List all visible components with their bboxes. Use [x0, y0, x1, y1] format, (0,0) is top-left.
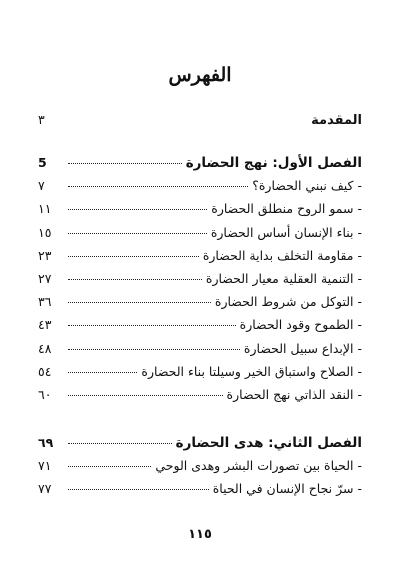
toc-entry: [38, 178, 362, 201]
toc-entry-intro: [38, 112, 362, 135]
toc-entry: [38, 317, 362, 340]
toc-entry: [38, 387, 362, 410]
toc-chapter1: [38, 155, 362, 410]
toc-entry: [38, 364, 362, 387]
toc-chapter2: [38, 435, 362, 505]
entry-label: - كيف نبني الحضارة؟: [252, 178, 362, 194]
entry-label: - الحياة بين تصورات البشر وهدى الوحي: [155, 458, 362, 474]
entry-page: ١٥: [38, 224, 52, 240]
entry-label: - النقد الذاتي نهج الحضارة: [226, 386, 362, 402]
page-title: الفهرس: [168, 64, 232, 86]
entry-label: - سرّ نجاح الإنسان في الحياة: [212, 481, 362, 497]
entry-label: - التوكل من شروط الحضارة: [214, 294, 362, 310]
entry-page: ٥٤: [38, 363, 52, 379]
entry-page: ٧١: [38, 458, 52, 474]
entry-page: ٧٧: [38, 481, 52, 497]
entry-label: المقدمة: [311, 113, 362, 128]
entry-leader: [68, 395, 223, 396]
entry-label: - الإبداع سبيل الحضارة: [243, 340, 362, 356]
entry-page: ٣: [38, 112, 45, 127]
entry-leader: [68, 325, 236, 326]
toc-chapter-heading: [38, 435, 362, 458]
toc-entry: [38, 341, 362, 364]
entry-page: ٢٧: [38, 270, 52, 286]
entry-leader: [68, 186, 248, 187]
toc-entry: [38, 225, 362, 248]
chapter-page: 5: [38, 155, 47, 170]
entry-leader: [68, 279, 202, 280]
entry-leader: [68, 372, 137, 373]
entry-page: ٢٣: [38, 247, 52, 263]
entry-page: ٧: [38, 178, 45, 194]
entry-label: - الطموح وقود الحضارة: [239, 317, 362, 333]
entry-page: ٤٣: [38, 317, 52, 333]
entry-page: ٣٦: [38, 294, 52, 310]
entry-label: - مقاومة التخلف بداية الحضارة: [202, 247, 362, 263]
toc-entry: [38, 294, 362, 317]
entry-leader: [68, 256, 199, 257]
toc-entry: [38, 458, 362, 481]
entry-leader: [68, 233, 207, 234]
entry-label: - الصلاح واستباق الخير وسيلتا بناء الحضارة: [141, 363, 362, 379]
entry-leader: [68, 163, 182, 164]
toc-entry: [38, 201, 362, 224]
toc-entry: [38, 271, 362, 294]
entry-leader: [68, 302, 211, 303]
chapter-page: ٦٩: [38, 435, 54, 450]
entry-leader: [68, 349, 240, 350]
entry-leader: [68, 466, 151, 467]
chapter-label: الفصل الثاني: هدى الحضارة: [175, 435, 362, 451]
entry-page: ١١: [38, 201, 52, 217]
entry-page: ٦٠: [38, 386, 52, 402]
toc-entry: [38, 481, 362, 504]
entry-leader: [68, 209, 207, 210]
toc-intro: [38, 112, 362, 135]
entry-leader: [68, 489, 209, 490]
entry-leader: [68, 443, 172, 444]
entry-label: - سمو الروح منطلق الحضارة: [211, 201, 362, 217]
entry-label: - بناء الإنسان أساس الحضارة: [210, 224, 362, 240]
chapter-label: الفصل الأول: نهج الحضارة: [185, 155, 362, 171]
page-number: ١١٥: [188, 527, 212, 542]
toc-entry: [38, 248, 362, 271]
entry-label: - التنمية العقلية معيار الحضارة: [205, 270, 362, 286]
entry-page: ٤٨: [38, 340, 52, 356]
toc-chapter-heading: [38, 155, 362, 178]
